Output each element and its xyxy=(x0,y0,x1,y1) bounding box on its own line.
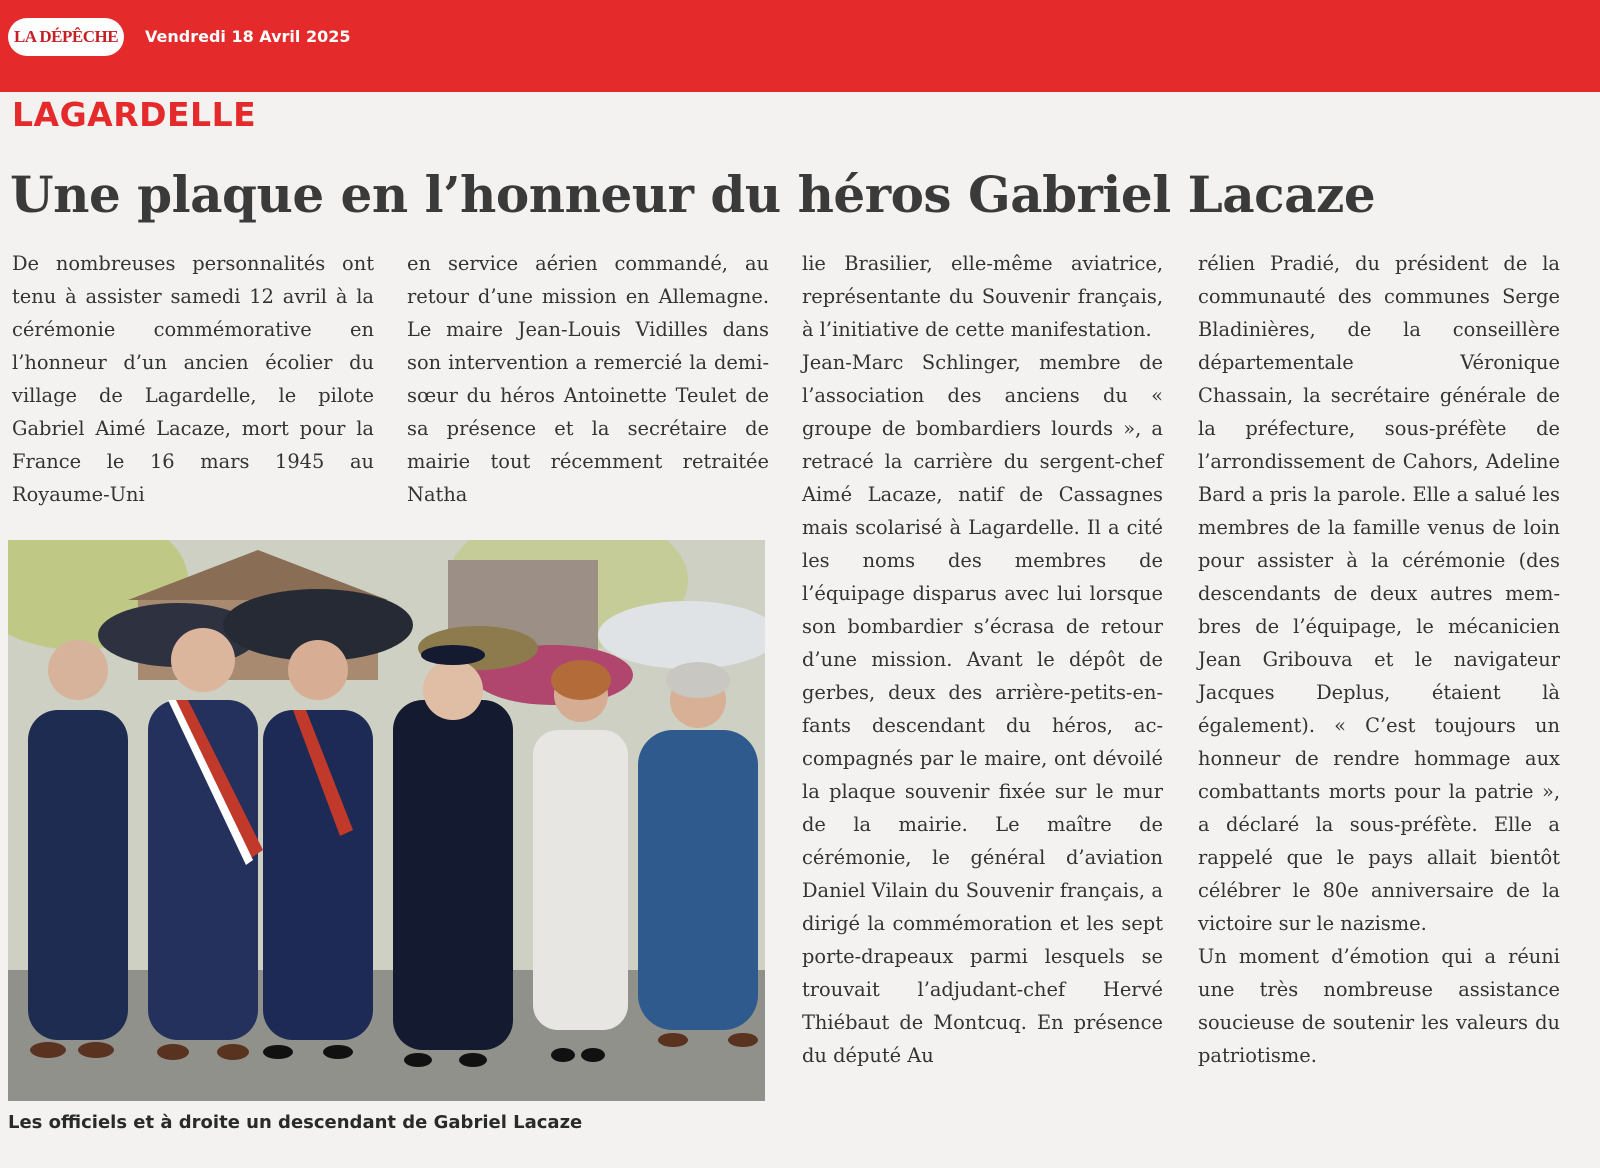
logo-text: LA DÉPÊCHE xyxy=(13,27,119,46)
section-rubric: LAGARDELLE xyxy=(12,95,257,134)
article-column-2 xyxy=(407,247,769,511)
article-column-3 xyxy=(802,247,1163,1072)
article-column-4 xyxy=(1198,247,1560,1072)
article-column-1 xyxy=(12,247,374,511)
ceremony-photo-illustration xyxy=(8,540,765,1101)
newspaper-logo xyxy=(8,18,124,56)
article-paragraph: rélien Pradié, du président de la communauté des communes Serge Bladinières, de la conseillère départementale Véronique Chassain, la secrétaire générale de la préfecture, sous-préfète de l’arrondissement de Cahors, Adeline Bard a pris la parole. Elle a salué les membres de la famille venus de loin pour assister à la cérémonie (des descendants de deux autres membres de l’équipage, le mécanicien Jean Gribouva et le navigateur Jacques Deplus, étaient là également). « C’est toujours un honneur de rendre hommage aux combattants morts pour la patrie », a déclaré la sous-préfète. Elle a rappelé que le pays allait bientôt célébrer le 80e anniversaire de la victoire sur le nazisme. xyxy=(1198,252,1560,935)
article-headline: Une plaque en l’honneur du héros Gabriel Lacaze xyxy=(10,165,1376,224)
edition-date: Vendredi 18 Avril 2025 xyxy=(145,27,351,46)
masthead-bar xyxy=(0,0,1600,92)
ceremony-photo xyxy=(8,540,765,1101)
article-paragraph: De nombreuses personnalités ont tenu à assister samedi 12 avril à la cérémonie commémorative en l’honneur d’un ancien écolier du village de Lagardelle, le pilote Gabriel Aimé Lacaze, mort pour la France le 16 mars 1945 au Royaume-Uni xyxy=(12,252,374,506)
article-paragraph: Jean-Marc Schlinger, membre de l’association des anciens du « groupe de bombardiers lourds », a retracé la carrière du sergent-chef Aimé Lacaze, natif de Cassagnes mais scolarisé à Lagardelle. Il a cité les noms des membres de l’équipage disparus avec lui lorsque son bombardier s’écrasa de retour d’une mission. Avant le dépôt de gerbes, deux des arrière-petits-enfants descendant du héros, accompagnés par le maire, ont dévoilé la plaque souvenir fixée sur le mur de la mairie. Le maître de cérémonie, le général d’aviation Daniel Vilain du Souvenir français, a dirigé la commémoration et les sept porte-drapeaux parmi lesquels se trouvait l’adjudant-chef Hervé Thiébaut de Montcuq. En présence du député Au xyxy=(802,351,1163,1067)
article-paragraph: en service aérien commandé, au retour d’une mission en Allemagne. Le maire Jean-Louis Vidilles dans son intervention a remercié la demi-sœur du héros Antoinette Teulet de sa présence et la secrétaire de mairie tout récemment retraitée Natha xyxy=(407,252,769,506)
photo-caption: Les officiels et à droite un descendant de Gabriel Lacaze xyxy=(8,1112,583,1133)
article-paragraph: Un moment d’émotion qui a réuni une très nombreuse assistance soucieuse de soutenir les valeurs du patriotisme. xyxy=(1198,945,1560,1067)
article-paragraph: lie Brasilier, elle-même aviatrice, représentante du Souvenir français, à l’initiative de cette manifestation. xyxy=(802,252,1163,341)
